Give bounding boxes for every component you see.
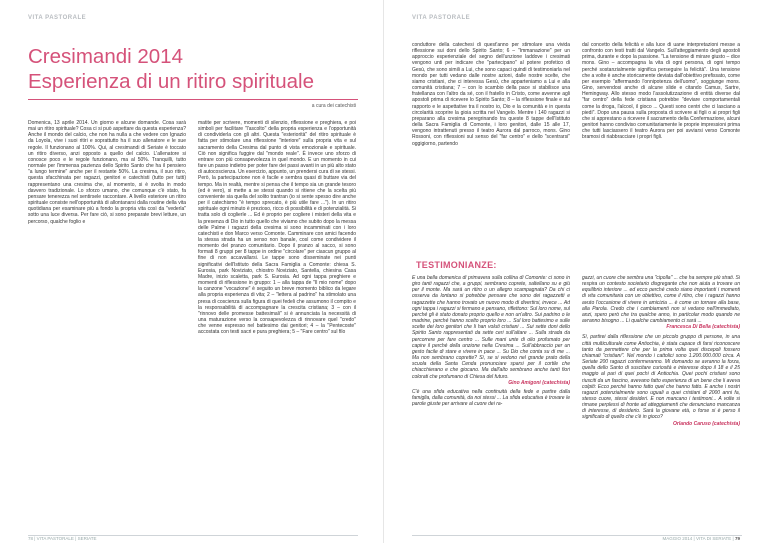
body-column-1: conduttore della catechesi di quest'anno per stimolare una vivida riflessione sui doni dello Spirito Santo; 6 – "Immanazione" per un approccio esperienziale del segno dell'unzione laddove i cresimati vengono unti per indicare che "partecipano" al potere profetico di Gesù, che sono simili a Lui, che sono capaci quindi di testimoniarla nel mondo per tutti vedano dalle nostre azioni, dalle nostre scelte, che siamo cristiani, che ci interessa Gesù, che apparteniamo a Lui e alla comunità cristiana; 7 – con lo scambio della pace si stabilisce una fratellanza con l'altro da sé, con il fratello in Cristo, come avvenne agli apostoli prima di ricevere lo Spirito Santo; 8 – la riflessione finale e sul rapporto e le aspettative tra il nostro io, Dio e la comunità e in questa circolarità scoprire la gioia scritta nel Vangelo. Mentre i 140 ragazzi si preparano alla cresima peregrinando tra queste 8 tappe dell'Istituto della Sacra Famiglia di Comonte, i loro genitori, dalle 15 alle 17, vengono intrattenuti presso il teatro Aurora dal parroco, mons. Gino Rossoni, con riflessioni sul senso del "far centro" e dello "scentrarsi" oggigiorno, partendo — [412, 42, 570, 147]
byline: a cura dei catechisti — [311, 103, 356, 109]
footer-text: MAGGIO 2014 | VITA DI SERIATE | — [662, 536, 734, 541]
testimonial-signature: Gino Amigoni (catechista) — [508, 379, 570, 386]
article-title — [28, 44, 314, 94]
page-footer — [663, 536, 740, 543]
title-line-2: Esperienza di un ritiro spirituale — [28, 70, 314, 93]
title-line-1: Cresimandi 2014 — [28, 45, 183, 68]
testimonial-column-1 — [412, 275, 570, 525]
right-page — [384, 0, 768, 543]
body-column-2: matite per scrivere, momenti di silenzio, riflessione e preghiera, e poi simboli per facilitare "l'ascolto" della propria esperienza e l'opportunità di condividerla con gli altri. Questa "esteriorità" del ritiro spirituale è fatta per stimolare una riflessione "interiore" sulla propria vita e sul sacramento della Cresima dal punto di vista emozionale e spirituale. Ciò non significa fuggire dal "mondo reale". È invece uno sforzo di entrare con più consapevolezza in quel mondo. E un momento in cui fare un passo indietro per poter fare dei passi avanti in un più alto stato di autocoscienza. Un esercizio, appunto, un prendersi cura di se stessi. Però, la partecipazione non è facile e sembra quasi di buttare via del tempo. Ma in realtà, mentre si pensa che il tempo sia un grande tesoro (ed è vero), si mette a se stessi quando si ritiene che la scelta più conveniente sia quella del solito trantran (io si sente spesso dire anche per il catechismo "è tempo sprecato, è più utile fare ..."). In un ritiro spirituale ogni minuto è prezioso, ricco di possibilità e di potenzialità. Si tratta solo di coglierle ... Ed è proprio per cogliere i misteri della vita e la presenza di Dio in tutto quello che viviamo che subito dopo la messa delle Palme i ragazzi della cresima si sono incamminati con i loro catechisti e don Marco verso Comonte. Camminare con amici facendo la stessa strada ha un senso non banale, così come condividere il momento del pranzo comunitario. Dopo il pranzo al sacco, si sono formati 8 gruppi per 8 tappe in ordine "circolare" per ciascun gruppo al fine di non accavallarsi. Le tappe sono disseminate nei punti significativi dell'Istituto della Sacra Famiglia a Comonte: chiesa S. Eurosia, park Noviziato, chiostro Noviziato, Santella, chiesina Casa Madre, inizio scaletta, park S. Eurosia. Ad ogni tappa preghiere e momenti di riflessione in gruppo: 1 – alla tappa de "Il mio nome" dopo la canzone "vocazione" è seguito un breve momento biblico da legare alla propria esperienza di vita; 2 – "lettera al padrino" ha stimolato una presa di coscienza sulla figura di quei fedeli che assumono il compito e la responsabilità di accompagnare la crescita cristiana; 3 – con il "rinnovo delle promesse battesimali" si è annunciata la necessità di una maturazione verso la consapevolezza di rinnovare quel "credo" che venne espresso nel battesimo dai genitori; 4 – la "Pentecoste" accostata con testi sacri e pura preghiera; 5 – "Fare centro" sul filo — [198, 120, 356, 336]
testimonial-signature: Francesca Di Bella (catechista) — [666, 324, 740, 331]
title-divider — [28, 99, 358, 100]
testimonial-column-2 — [582, 275, 740, 525]
testimonial-signature: Orlando Caruso (catechista) — [673, 420, 740, 427]
body-column-2: dal concetto della felicità e alla luce di uane interpretazioni messe a confronto con testi tratti dal Vangelo. Sull'atteggiamento degli apostoli prima, durante e dopo la passione. "La tensione di mirare giusto – dice mons. Gino – accompagna la vita di ogni persona, di ogni tempo perché sostanzialmente significa perseguire la felicità". Una tensione che a volte è anche storicamente deviata dall'obiettivo prefissato, come per esempio "affermando l'onnipotenza dell'uomo", soggiunge mons. Gino, servendosi anche di alcune slide e citando Camus, Sartre, Hemingway. Allo stesso modo l'assolutizzazione di entità diverse dal "far centro" della fede cristiana potrebbe "deviare comportamentali come la droga, l'alcool, il gioco ... Questi sono centri che ci lasciano a piedi". Dopo una pausa sulla proposta di scrivere ai figli o ai propri figli che si apprestano a ricevere il sacramento della Confermazione, alcuni genitori hanno condiviso comunitariamente le proprie impressioni prima che tutti lasciassero il teatro Aurora per poi avviarsi verso Comonte bramosi di riabbracciare i propri figli. — [582, 42, 740, 141]
testimonial-text: C'è una sfida educativa nella continuità della fede e partire dalla famiglia, dalla comunità, da noi stessi ... La sfida educativa è trovare le parole giuste per arrivare al cuore dei ra- — [412, 388, 570, 408]
page-footer: 78 | VITA PASTORALE | SERIATE — [28, 536, 97, 541]
section-tag: VITA PASTORALE — [412, 15, 471, 21]
page-number: 79 — [734, 536, 740, 541]
section-tag: VITA PASTORALE — [28, 15, 87, 21]
testimonials-heading: TESTIMONIANZE: — [416, 260, 497, 270]
testimonial-text: gazzi, un cuore che sembra una "cipolla" ... che ha sempre più strati. Si respira un contesto societario disgregante che non aiuta a trovare un equilibrio interiore ... ed ecco perché credo siano importanti i momenti di vita comunitaria con un obiettivo, come il ritiro, che i ragazzi hanno avuto l'occasione di vivere in amicizia ... è come un tornare alla base, alla Parola. Credo che i cambiamenti non si vedano nell'immediato, anzi, spero però che tra qualche anno, in particolar modo quando ne avranno bisogno ... Li qualche cambiamento ci sarà ... — [582, 275, 740, 325]
testimonial-text: Sì, partirei dalla riflessione che un piccolo gruppo di persone, in una città multiculturale come Antiochia, è stata capace di farsi riconoscere tanto da permettere che per la prima volta quei discepoli fossero chiamati "cristiani". Nel mondo i cattolici sono 1.200.000.000 circa. A Seriate 200 ragazzi confermeranno. Mi domando se avranno la forza, quella dello Santo di suscitare curiosità e interesse dopo il 18 e il 25 maggio al pari di quei pochi di Antiochia. Quei pochi cristiani sono riusciti da un fascino, avevano fatto esperienza di un bene che li aveva colpiti: Ecco perché hanno fatto quel che hanno fatto. E anche i nostri ragazzi potenzialmente sono uguali a quei cristiani di 2000 anni fa, stesso cuore, stessi desideri. E non mancano i testimoni... A volte si rimane perplessi di fronte ad atteggiamenti che denunciano mancanza di interesse, di desiderio. Sarà la giovane età, o forse si è perso il significato di quello che c'è in gioco? — [582, 334, 740, 421]
testimonial-text: È una bella domenica di primavera sulla collina di Comonte: ci sono in giro tanti ragazzi che, a gruppi, sembrano coprete, saltellano su e giù per il monte. Ma sarà un ritiro o un allegro scampagnata? Da chi ci osserva da lontano si potrebbe pensare che sono dei ragazzetti e ragazzette che hanno trovato un nuovo modo di divertirsi, invece ... Ad ogni tappa i ragazzi si fermano e pensano, riflettono: Sul loro nome, sul perché gli è stato donato proprio quello e non un'altro. Sui padrino o le madrine, perché hanno scelto proprio loro ... Sul loro battesimo e sulle scelte dei loro genitori che li han voluti cristiani ... Sui sette doni dello Spirito Santo rappresentati da sette ceri sull'altare ... Sulla strada da percorrere per fare centro ... Sulle mani unte di olio profumato per capire il perché della unzione nella Cresima ... Sull'abbraccio per un gesto facile di stare e vivere in pace ... Su Dio che conta su di me ... Ma non sembrano coprette? Sì, se si vedono nel grande prato della scuola della Santa Cenda pronunciare sparsi per il cortile che chiacchierano e che giocano. Ma dall'alto sembrano anche tanti fiori colorati che profumano di Chiesa del futuro. — [412, 275, 570, 380]
body-column-1: Domenica, 13 aprile 2014. Un giorno e alcune domande. Cosa sarà mai un ritiro spirituale? Cosa ci si può aspettare da questa esperienza? Anche il mondo del calcio, che non ha nulla a che vedere con Ignazio da Loyola, vive i suoi ritiri e soprattutto ha il suo allenatore e le sue regole. Il funzionano al 100%. Qui, al cresimandi di Seriate è toccato un ritiro diverso, anzi opposto a quello del calcio. L'allenatore si conosce poco e le regole funzionano, ma al 50%. Tranquilli, tutto normale per l'immensa pazienza dello Spirito Santo che ha il pensiero "a lungo termine" anche per il restante 50%. La cresima, il suo ritiro, questa sfacchinata per ragazzi, genitori e catechisti (tutto per tutti) rappresentano una cresima che, al momento, si è svolta in modo davvero tradizionale. Lo sforzo umano, che comunque c'è stato, fa pensare tenerezza nel sentirsele raccontare. A livello esteriore un ritiro spirituale consiste nell'opportunità di allontanarsi dalla routine della vita quotidiana per esaminare più a fondo la propria vita così da "vederla" sotto una luce diversa. Per fare ciò, si sono preparate brevi letture, un percorso, qualche foglio e — [28, 120, 186, 225]
